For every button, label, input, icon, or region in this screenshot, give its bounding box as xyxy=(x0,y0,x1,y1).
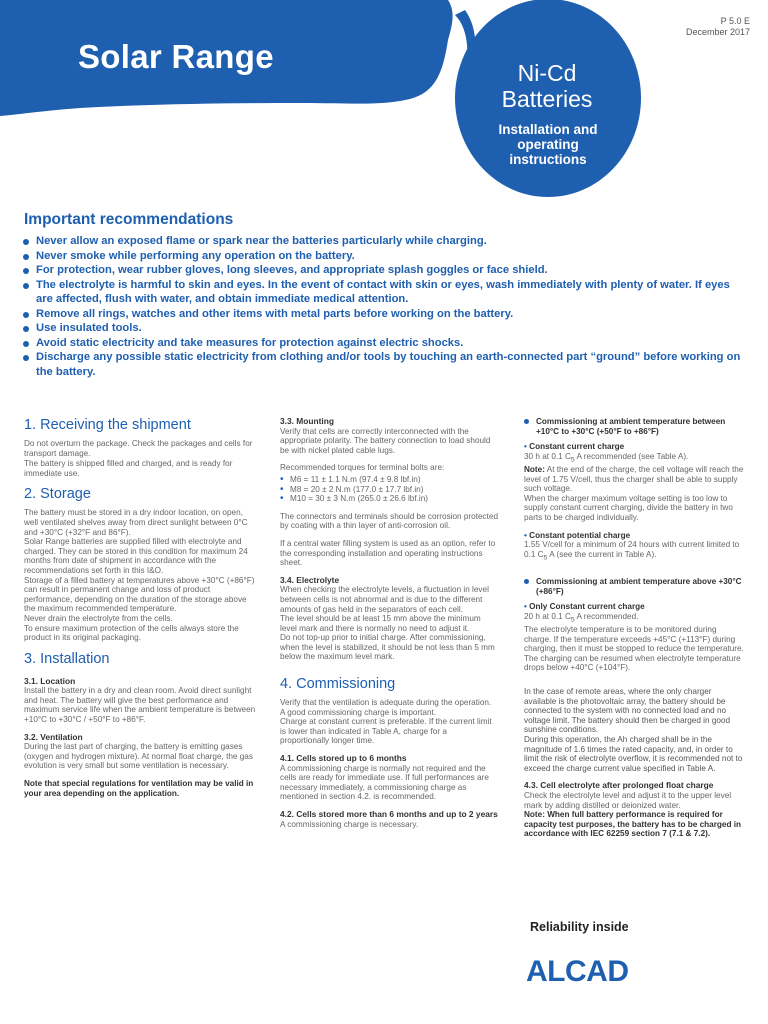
paragraph: The battery must be stored in a dry indoor location, on open, well ventilated shelves away from direct sunlight between 0°C and +30°C (+32°F and 86°F). xyxy=(24,508,248,537)
page-title: Solar Range xyxy=(78,38,274,75)
subsection-heading: 4.1. Cells stored up to 6 months xyxy=(280,753,407,764)
subscript: 5 xyxy=(570,456,575,464)
list-item: Use insulated tools. xyxy=(22,321,742,336)
subsection-heading: Commissioning at ambient temperature above +30°C (+86°F) xyxy=(524,577,746,596)
torque-list xyxy=(280,475,498,504)
paragraph: In the case of remote areas, where the only charger available is the photovoltaic array, the battery should be connected to the system with no connected load and no voltage limit. The battery should then be charged in good sunshine conditions. xyxy=(524,686,731,735)
text-run: A recommended (see Table A). xyxy=(574,451,689,461)
subheading-text: Constant potential charge xyxy=(529,530,631,540)
bullet-icon: • xyxy=(524,530,530,540)
list-item: Never smoke while performing any operation on the battery. xyxy=(22,249,742,264)
paragraph xyxy=(524,452,746,465)
note-label: Note: xyxy=(524,465,545,475)
paragraph: The electrolyte temperature is to be monitored during charge. If the temperature exceeds +45°C (+113°F) during charging, then it must be stopped to reduce the temperature. The charging can be resumed when electrolyte temperature drops below +40°C (+104°F). xyxy=(524,625,744,673)
document-reference xyxy=(686,16,750,38)
text-run: At the end of the charge, the cell voltage will reach the level of 1.75 V/cell, thus the charger shall be able to supply such voltage. xyxy=(524,465,744,494)
subheading-text: Constant current charge xyxy=(529,442,625,452)
text-run: 20 h at 0.1 C xyxy=(524,611,571,621)
paragraph: Install the battery in a dry and clean room. Avoid direct sunlight and heat. The battery will give the best performance and maximum service life when the ambient temperature is between +10°C to +30°C / +50°F to +86°F. xyxy=(24,686,256,725)
list-item: For protection, wear rubber gloves, long sleeves, and appropriate splash goggles or face shield. xyxy=(22,263,742,278)
subscript: 5 xyxy=(570,616,575,624)
column-2 xyxy=(280,417,498,837)
text-run: 30 h at 0.1 C xyxy=(524,451,571,461)
section-heading: 1. Receiving the shipment xyxy=(24,417,191,433)
paragraph: Verify that cells are correctly interconnected with the appropriate polarity. The battery connection to load should be with nickel plated cable lugs. xyxy=(280,426,491,455)
paragraph: During the last part of charging, the battery is emitting gases (oxygen and hydrogen mixture). At normal float charge, the gas evolution is very small but some ventilation is necessary. xyxy=(24,742,253,771)
paragraph xyxy=(524,465,746,494)
reliability-slogan: Reliability inside xyxy=(530,920,629,934)
subsection-heading: 4.3. Cell electrolyte after prolonged float charge xyxy=(524,780,714,791)
subsection-heading: 3.3. Mounting xyxy=(280,416,334,426)
doc-ref-number: P 5.0 E xyxy=(720,16,750,26)
doc-date: December 2017 xyxy=(685,27,750,37)
paragraph: A commissioning charge is normally not required and the cells are ready for immediate use. If full performances are necessary immediately, a commissioning charge as mentioned in section 4.2. is recommended. xyxy=(280,763,489,802)
paragraph: Recommended torques for terminal bolts are: xyxy=(280,463,445,473)
paragraph: If a central water filling system is used as an option, refer to the corresponding installation and operating instructions sheet. xyxy=(280,538,496,568)
subsection-heading: 3.1. Location xyxy=(24,675,76,686)
subtitle-line: Ni-Cd xyxy=(517,60,577,86)
paragraph: To ensure maximum protection of the cells always store the product in its original packaging. xyxy=(24,623,239,643)
tagline-line: instructions xyxy=(509,152,587,167)
list-item: • M8 = 20 ± 2 N.m (177.0 ± 17.7 lbf.in) xyxy=(280,485,498,495)
subsection-heading: 3.2. Ventilation xyxy=(24,731,83,742)
paragraph: When checking the electrolyte levels, a fluctuation in level between cells is not abnormal and is due to the different amounts of gas held in the separators of each cell. xyxy=(280,585,489,614)
paragraph: A good commissioning charge is important. xyxy=(280,707,437,717)
paragraph: Charge at constant current is preferable. If the current limit is lower than indicated in Table A, charge for a proportionally longer time. xyxy=(280,717,492,746)
tagline-line: operating xyxy=(517,137,579,152)
subsection-subheading xyxy=(524,602,746,612)
subsection-heading: Commissioning at ambient temperature between +10°C to +30°C (+50°F to +86°F) xyxy=(524,417,746,436)
bullet-icon: • xyxy=(524,442,530,452)
list-item: Avoid static electricity and take measures for protection against electric shocks. xyxy=(22,336,742,351)
subsection-subheading xyxy=(524,531,746,541)
paragraph: Verify that the ventilation is adequate during the operation. xyxy=(280,698,492,708)
paragraph: Never drain the electrolyte from the cells. xyxy=(24,613,173,623)
list-item: Never allow an exposed flame or spark near the batteries particularly while charging. xyxy=(22,234,742,249)
tagline-line: Installation and xyxy=(498,122,598,137)
note: Note that special regulations for ventilation may be valid in your area depending on the application. xyxy=(24,779,254,798)
subsection-heading: 3.4. Electrolyte xyxy=(280,574,340,585)
subscript: 5 xyxy=(543,554,548,562)
list-item: • M6 = 11 ± 1.1 N.m (97.4 ± 9.8 lbf.in) xyxy=(280,475,498,485)
paragraph: Do not overturn the package. Check the packages and cells for transport damage. xyxy=(24,439,253,458)
paragraph xyxy=(524,612,746,625)
paragraph xyxy=(524,540,746,563)
subtitle-line: Batteries xyxy=(501,86,593,112)
list-item: Discharge any possible static electricity from clothing and/or tools by touching an earth-connected part “ground” before working on the battery. xyxy=(22,350,742,379)
paragraph: Solar Range batteries are supplied filled with electrolyte and charged. They can be stored in this condition for maximum 24 months from date of shipment in accordance with the recommendations set forth in this I&O. xyxy=(24,537,248,575)
paragraph: A commissioning charge is necessary. xyxy=(280,819,419,829)
subheading-text: Only Constant current charge xyxy=(529,602,645,612)
paragraph: When the charger maximum voltage setting is too low to supply constant current charging, divide the battery in two parts to be charged individually. xyxy=(524,493,733,522)
paragraph: Check the electrolyte level and adjust it to the upper level mark by adding distilled or deionized water. xyxy=(524,790,732,810)
text-run: 1.55 V/cell for a minimum of 24 hours with current limited to 0.1 C xyxy=(524,540,740,559)
subsection-subheading xyxy=(524,442,746,452)
note: Note: When full battery performance is required for capacity test purposes, the battery has to be charged in accordance with IEC 62259 section 7 (7.1 & 7.2). xyxy=(524,810,742,839)
bullet-icon: • xyxy=(524,602,530,612)
subsection-heading: 4.2. Cells stored more than 6 months and up to 2 years xyxy=(280,809,498,819)
document-tagline xyxy=(478,122,618,167)
list-item: • M10 = 30 ± 3 N.m (265.0 ± 26.6 lbf.in) xyxy=(280,494,498,504)
list-item: The electrolyte is harmful to skin and eyes. In the event of contact with skin or eyes, wash immediately with plenty of water. If eyes are affected, flush with water, and obtain immediate medical attention. xyxy=(22,278,742,307)
column-1 xyxy=(24,417,256,806)
paragraph: Storage of a filled battery at temperatures above +30°C (+86°F) can result in permanent change and loss of product performance, depending on the duration of the storage above the maximum recommended temperature. xyxy=(24,575,255,614)
text-run: A recommended. xyxy=(574,611,639,621)
section-heading: 4. Commissioning xyxy=(280,676,396,693)
section-heading: 2. Storage xyxy=(24,486,91,503)
paragraph: The level should be at least 15 mm above the minimum level mark and there is normally no need to adjust it. xyxy=(280,614,481,633)
text-run: A (see the current in Table A). xyxy=(547,549,657,559)
paragraph: Do not top-up prior to initial charge. After commissioning, when the level is stabilized, it should be not less than 5 mm below the maximum level mark. xyxy=(280,633,495,662)
paragraph: During this operation, the Ah charged shall be in the magnitude of 1.6 times the rated capacity, and, in order to limit the risk of electrolyte overflow, it is recommended not to exceed the charge current value specified in Table A. xyxy=(524,734,743,773)
header-blue-shape xyxy=(0,0,768,215)
paragraph: The connectors and terminals should be corrosion protected by coating with a thin layer of anti-corrosion oil. xyxy=(280,511,499,531)
section-heading: 3. Installation xyxy=(24,650,110,667)
alcad-logo: ALCAD xyxy=(526,955,629,988)
column-3 xyxy=(524,417,746,847)
recommendations-title: Important recommendations xyxy=(24,211,234,228)
paragraph: The battery is shipped filled and charged, and is ready for immediate use. xyxy=(24,459,233,478)
recommendations-list xyxy=(22,234,742,379)
list-item: Remove all rings, watches and other items with metal parts before working on the battery. xyxy=(22,307,742,322)
product-subtitle xyxy=(497,60,597,112)
